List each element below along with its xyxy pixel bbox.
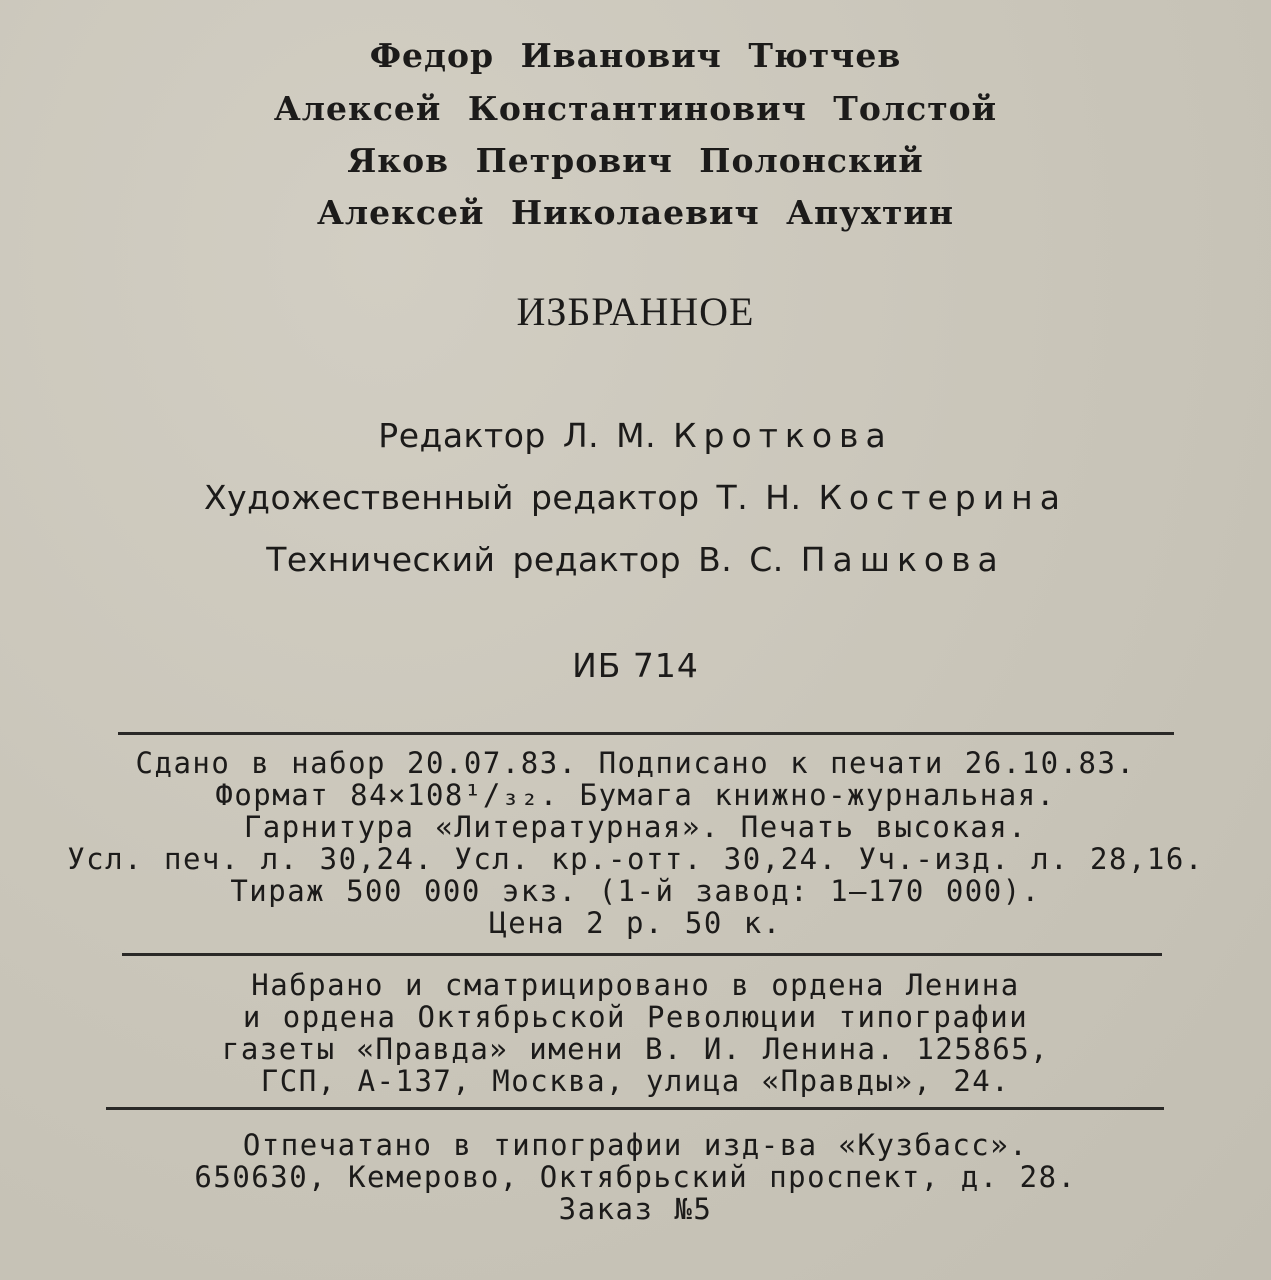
- ib-number: ИБ 714: [572, 646, 699, 685]
- author-line: Федор Иванович Тютчев: [369, 36, 902, 75]
- editor-initials: Л. М.: [562, 416, 657, 455]
- printing-line: Отпечатано в типографии изд-ва «Кузбасс».: [242, 1128, 1029, 1162]
- divider-rule: [106, 1107, 1164, 1110]
- typesetting-line: ГСП, А-137, Москва, улица «Правды», 24.: [260, 1064, 1011, 1098]
- divider-rule: [122, 953, 1162, 956]
- typesetting-line: Набрано и сматрицировано в ордена Ленина: [251, 968, 1020, 1002]
- editor-role: Редактор: [378, 416, 546, 455]
- divider-rule: [118, 732, 1174, 735]
- tech-editor-initials: В. С.: [698, 540, 784, 579]
- author-line: Яков Петрович Полонский: [347, 141, 924, 180]
- print-info-line: Формат 84×108¹/₃₂. Бумага книжно-журнальная.: [215, 778, 1056, 812]
- order-number: Заказ №5: [558, 1192, 713, 1226]
- print-info-line: Гарнитура «Литературная». Печать высокая.: [243, 810, 1028, 844]
- typesetting-line: и ордена Октябрьской Революции типографии: [242, 1000, 1029, 1034]
- author-line: Алексей Константинович Толстой: [273, 89, 998, 128]
- art-editor-surname: Костерина: [818, 478, 1067, 517]
- printing-line: 650630, Кемерово, Октябрьский проспект, д. 28.: [194, 1160, 1077, 1194]
- price-line: Цена 2 р. 50 к.: [489, 906, 782, 940]
- editor-surname: Кроткова: [673, 416, 893, 455]
- tech-editor-surname: Пашкова: [800, 540, 1005, 579]
- editor-line: [0, 416, 1271, 455]
- book-title: ИЗБРАННОЕ: [516, 289, 755, 334]
- print-info-line: Сдано в набор 20.07.83. Подписано к печати 26.10.83.: [135, 746, 1136, 780]
- art-editor-role: Художественный редактор: [204, 478, 700, 517]
- tech-editor-role: Технический редактор: [266, 540, 682, 579]
- art-editor-initials: Т. Н.: [716, 478, 802, 517]
- tech-editor-line: [0, 540, 1271, 579]
- art-editor-line: [0, 478, 1271, 517]
- typesetting-line: газеты «Правда» имени В. И. Ленина. 125865,: [221, 1032, 1050, 1066]
- print-info-line: Усл. печ. л. 30,24. Усл. кр.-отт. 30,24. Уч.-изд. л. 28,16.: [67, 842, 1204, 876]
- print-info-line: Тираж 500 000 экз. (1-й завод: 1—170 000).: [230, 874, 1041, 908]
- author-line: Алексей Николаевич Апухтин: [316, 193, 955, 232]
